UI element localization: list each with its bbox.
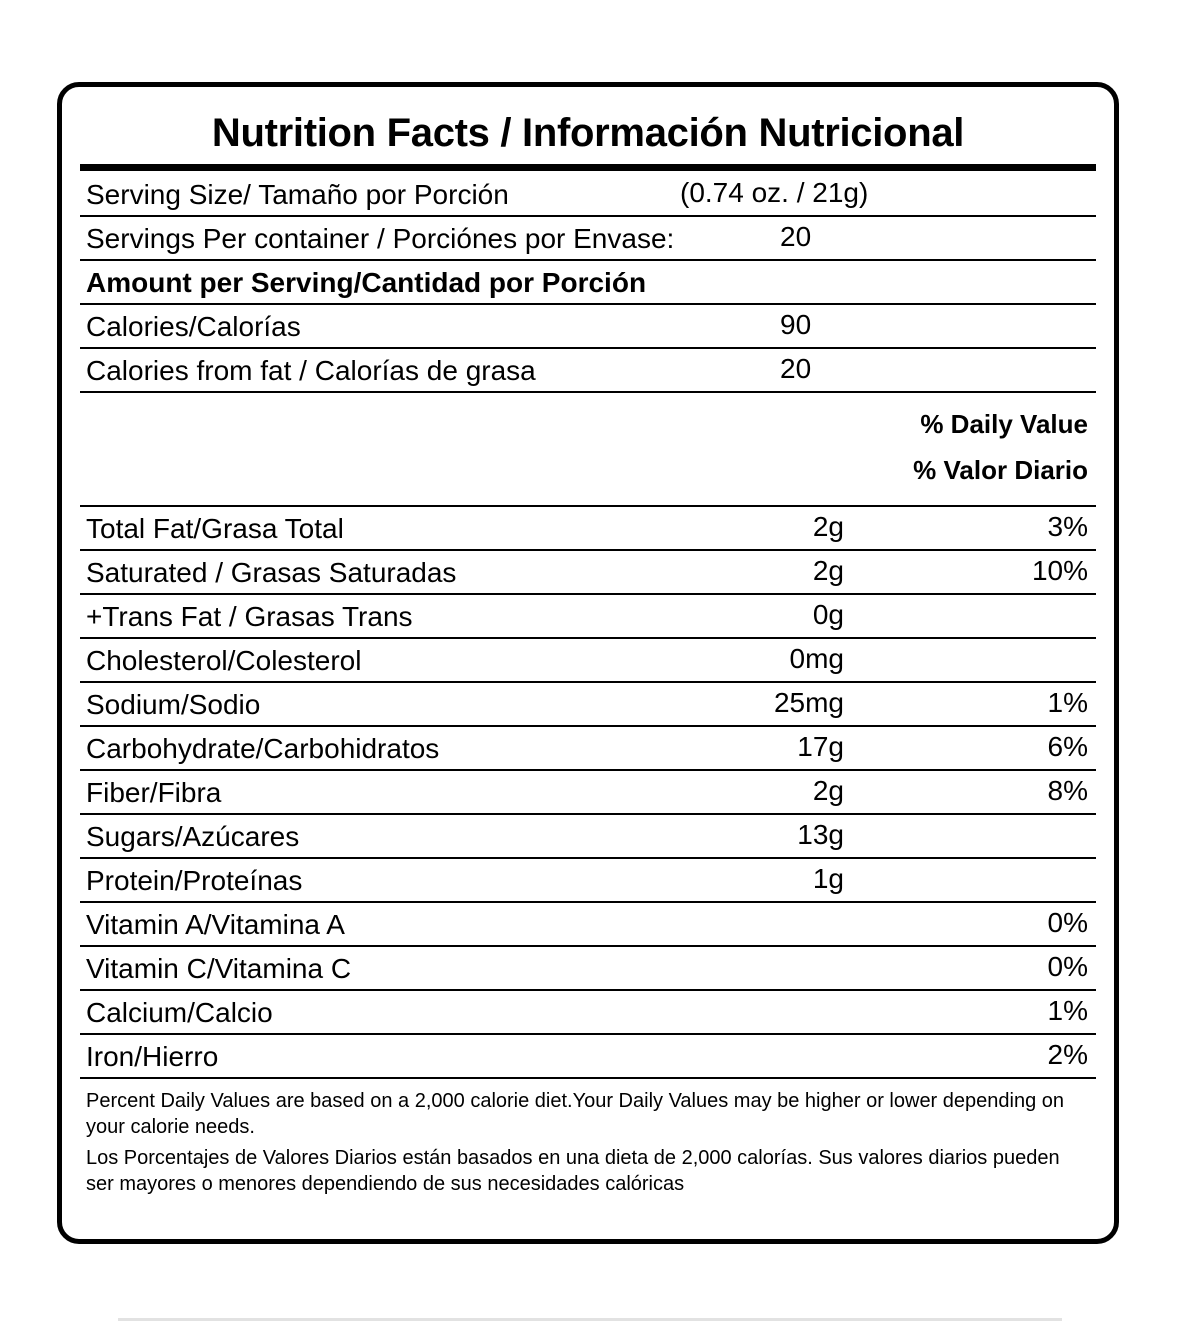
serving-size-label: Serving Size/ Tamaño por Porción <box>86 179 509 210</box>
nutrient-name: Calcium/Calcio <box>86 997 273 1028</box>
calories-from-fat-label: Calories from fat / Calorías de grasa <box>86 355 536 386</box>
nutrient-name: Carbohydrate/Carbohidratos <box>86 733 440 764</box>
calories-label: Calories/Calorías <box>86 311 301 342</box>
nutrient-row <box>80 771 1096 815</box>
page-bottom-divider <box>118 1318 1062 1321</box>
servings-per-container-label: Servings Per container / Porciónes por Envase: <box>86 223 675 254</box>
nutrient-daily-value: 1% <box>1047 687 1088 718</box>
amount-per-serving-row <box>80 261 1096 305</box>
nutrient-daily-value: 10% <box>1031 555 1088 586</box>
calories-from-fat-value: 20 <box>780 353 812 384</box>
nutrient-daily-value: 6% <box>1047 731 1088 762</box>
nutrient-name: Iron/Hierro <box>86 1041 219 1072</box>
nutrient-row <box>80 683 1096 727</box>
nutrient-name: Protein/Proteínas <box>86 865 303 896</box>
calories-from-fat-row <box>80 349 1096 393</box>
daily-value-header <box>80 393 1096 507</box>
nutrient-rows <box>80 507 1096 1079</box>
nutrient-row <box>80 507 1096 551</box>
nutrient-name: Sodium/Sodio <box>86 689 261 720</box>
nutrient-name: Cholesterol/Colesterol <box>86 645 362 676</box>
amount-per-serving-label: Amount per Serving/Cantidad por Porción <box>86 267 647 298</box>
nutrient-name: Fiber/Fibra <box>86 777 222 808</box>
nutrient-amount: 17g <box>797 731 844 762</box>
nutrient-amount: 2g <box>812 775 844 806</box>
serving-size-value: (0.74 oz. / 21g) <box>680 177 869 208</box>
nutrient-amount: 25mg <box>773 687 844 718</box>
nutrition-facts-panel <box>57 82 1119 1244</box>
nutrient-daily-value: 0% <box>1047 951 1088 982</box>
nutrient-row <box>80 903 1096 947</box>
nutrient-row <box>80 859 1096 903</box>
nutrient-row <box>80 639 1096 683</box>
nutrient-daily-value: 3% <box>1047 511 1088 542</box>
nutrient-name: Vitamin C/Vitamina C <box>86 953 352 984</box>
daily-value-header-en: % Daily Value <box>920 409 1088 439</box>
nutrient-name: Sugars/Azúcares <box>86 821 300 852</box>
nutrient-row <box>80 595 1096 639</box>
nutrient-row <box>80 947 1096 991</box>
servings-per-container-row <box>80 217 1096 261</box>
nutrient-amount: 2g <box>812 511 844 542</box>
footnote-english: Percent Daily Values are based on a 2,000 calorie diet.Your Daily Values may be higher or lower depending on your calorie needs. <box>86 1090 1065 1138</box>
footnote-spanish: Los Porcentajes de Valores Diarios están basados en una dieta de 2,000 calorías. Sus valores diarios pueden ser mayores o menores dependiendo de sus necesidades calóricas <box>86 1147 1060 1195</box>
nutrient-name: +Trans Fat / Grasas Trans <box>86 601 413 632</box>
nutrient-row <box>80 727 1096 771</box>
nutrient-row <box>80 991 1096 1035</box>
nutrient-daily-value: 1% <box>1047 995 1088 1026</box>
nutrient-daily-value: 2% <box>1047 1039 1088 1070</box>
nutrient-name: Total Fat/Grasa Total <box>86 513 344 544</box>
nutrient-amount: 0g <box>812 599 844 630</box>
footnote-block <box>80 1079 1096 1197</box>
nutrient-amount: 2g <box>812 555 844 586</box>
label-title: Nutrition Facts / Información Nutricional <box>211 111 965 155</box>
calories-value: 90 <box>780 309 812 340</box>
nutrient-row <box>80 815 1096 859</box>
nutrient-row <box>80 1035 1096 1079</box>
nutrient-amount: 13g <box>797 819 844 850</box>
nutrient-name: Vitamin A/Vitamina A <box>86 909 345 940</box>
nutrient-row <box>80 551 1096 595</box>
nutrient-daily-value: 8% <box>1047 775 1088 806</box>
title-divider <box>80 164 1096 171</box>
calories-row <box>80 305 1096 349</box>
nutrient-amount: 1g <box>812 863 844 894</box>
nutrient-daily-value: 0% <box>1047 907 1088 938</box>
serving-size-row <box>80 171 1096 217</box>
daily-value-header-es: % Valor Diario <box>913 455 1088 485</box>
nutrient-amount: 0mg <box>789 643 844 674</box>
servings-per-container-value: 20 <box>780 221 812 252</box>
nutrient-name: Saturated / Grasas Saturadas <box>86 557 457 588</box>
